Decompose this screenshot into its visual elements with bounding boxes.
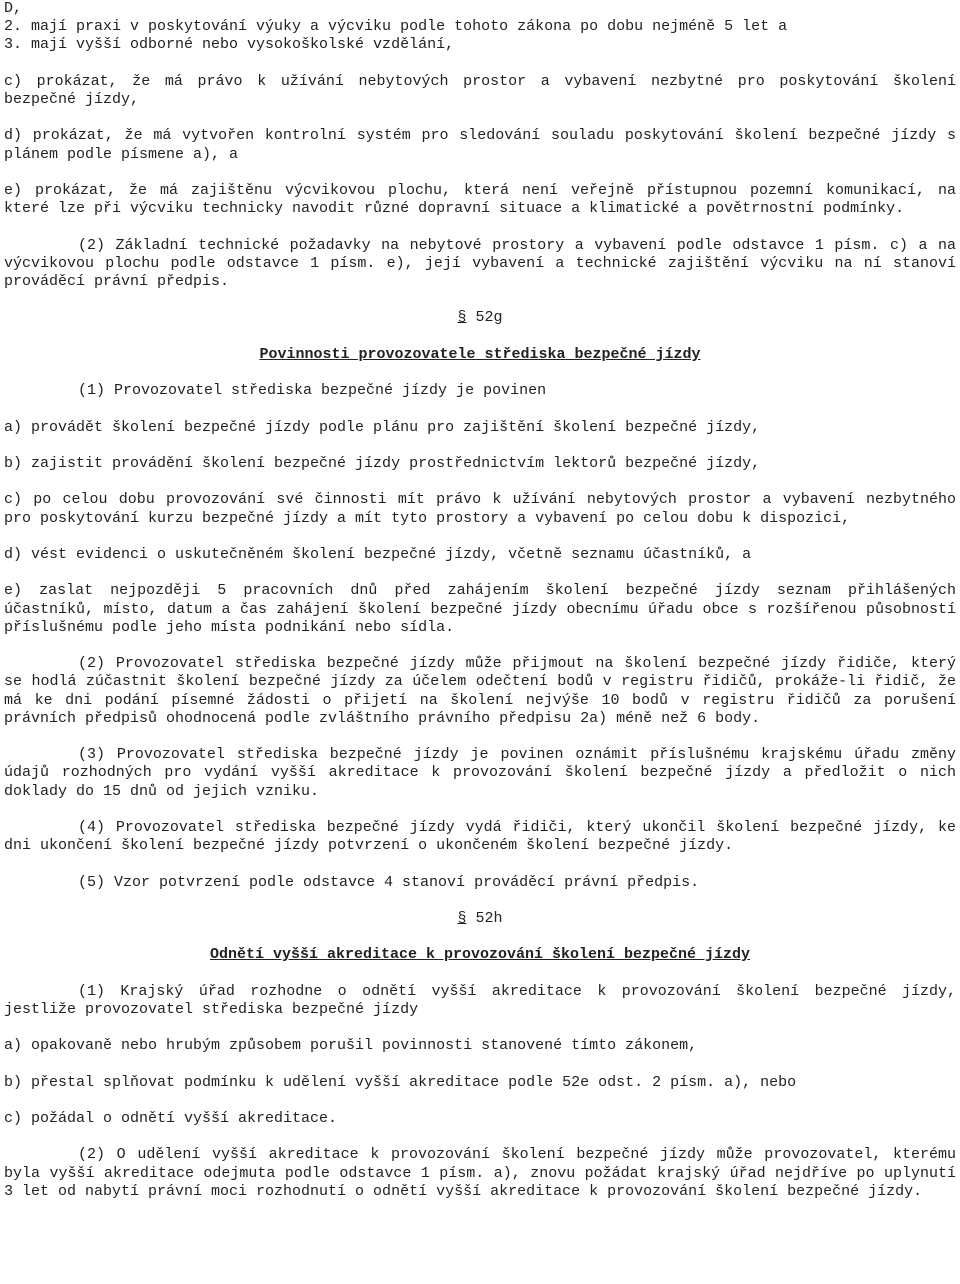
section-52h-intro: (1) Krajský úřad rozhodne o odnětí vyšší akreditace k provozování školení bezpečné jízdy, jestliže provozovatel střediska bezpečné jízdy <box>4 982 956 1018</box>
section-52g-paragraph-4: (4) Provozovatel střediska bezpečné jízdy vydá řidiči, který ukončil školení bezpečné jízdy, ke dni ukončení školení bezpečné jízdy potvrzení o ukončeném školení bezpečné jízdy. <box>4 818 956 855</box>
section-number-52h <box>4 910 956 928</box>
section-sign: § <box>457 909 467 927</box>
section-52g-intro: (1) Provozovatel střediska bezpečné jízdy je povinen <box>78 382 547 400</box>
section-title-52h: Odnětí vyšší akreditace k provozování školení bezpečné jízdy <box>209 946 751 964</box>
document-line: 3. mají vyšší odborné nebo vysokoškolské vzdělání, <box>4 36 455 54</box>
provision-item-c: c) prokázat, že má právo k užívání nebytových prostor a vybavení nezbytné pro poskytování školení bezpečné jízdy, <box>4 72 956 108</box>
section-52g-paragraph-2: (2) Provozovatel střediska bezpečné jízdy může přijmout na školení bezpečné jízdy řidiče, který se hodlá zúčastnit školení bezpečné jízdy za účelem odečtení bodů v registru řidičů, prokáže-li řidič, že má ke dni podání písemné žádosti o přijetí na školení nejvýše 10 bodů v registru řidičů za porušení právních předpisů ohodnocená podle zvláštního právního předpisu 2a) méně než 6 body. <box>4 655 956 727</box>
section-number-text: 52h <box>466 909 503 927</box>
document-line: D, <box>4 0 23 17</box>
provision-paragraph-2: (2) Základní technické požadavky na nebytové prostory a vybavení podle odstavce 1 písm. c) a na výcvikovou plochu podle odstavce 1 písm. e), její vybavení a technické zajištění výcviku na ní stanoví prováděcí právní předpis. <box>4 236 956 290</box>
section-number-text: 52g <box>466 309 503 327</box>
section-52g-paragraph-3: (3) Provozovatel střediska bezpečné jízdy je povinen oznámit příslušnému krajskému úřadu změny údajů rozhodných pro vydání vyšší akreditace k provozování školení bezpečné jízdy a předložit o nich doklady do 15 dnů od jejich vzniku. <box>4 746 956 800</box>
section-52g-paragraph-5: (5) Vzor potvrzení podle odstavce 4 stanoví prováděcí právní předpis. <box>78 873 700 891</box>
section-title-52g: Povinnosti provozovatele střediska bezpečné jízdy <box>259 345 701 363</box>
section-number-52g <box>4 309 956 327</box>
provision-item-d: d) prokázat, že má vytvořen kontrolní systém pro sledování souladu poskytování školení bezpečné jízdy s plánem podle písmene a), a <box>4 127 956 163</box>
provision-item-e: e) prokázat, že má zajištěnu výcvikovou plochu, která není veřejně přístupnou pozemní komunikací, na které lze při výcviku technicky navodit různé dopravní situace a klimatické a povětrnostní podmínky. <box>4 181 956 218</box>
document-line: 2. mají praxi v poskytování výuky a výcviku podle tohoto zákona po dobu nejméně 5 let a <box>4 18 788 36</box>
section-sign: § <box>457 309 467 327</box>
section-52g-item-c: c) po celou dobu provozování své činnosti mít právo k užívání nebytových prostor a vybavení nezbytného pro poskytování kurzu bezpečné jízdy a mít tyto prostory a vybavení po celou dobu k dispozici, <box>4 491 956 527</box>
section-52g-item-b: b) zajistit provádění školení bezpečné jízdy prostřednictvím lektorů bezpečné jízdy, <box>4 454 761 472</box>
section-52g-item-d: d) vést evidenci o uskutečněném školení bezpečné jízdy, včetně seznamu účastníků, a <box>4 545 752 563</box>
section-52g-item-e: e) zaslat nejpozději 5 pracovních dnů před zahájením školení bezpečné jízdy seznam přihlášených účastníků, místo, datum a čas zahájení školení bezpečné jízdy obecnímu úřadu obce s rozšířenou působností příslušnému podle jeho místa podnikání nebo sídla. <box>4 582 956 636</box>
section-52g-item-a: a) provádět školení bezpečné jízdy podle plánu pro zajištění školení bezpečné jízdy, <box>4 418 761 436</box>
section-52h-item-a: a) opakovaně nebo hrubým způsobem porušil povinnosti stanovené tímto zákonem, <box>4 1037 698 1055</box>
section-52h-item-c: c) požádal o odnětí vyšší akreditace. <box>4 1110 338 1128</box>
section-52h-item-b: b) přestal splňovat podmínku k udělení vyšší akreditace podle 52e odst. 2 písm. a), nebo <box>4 1073 797 1091</box>
top-lines-block <box>4 0 956 55</box>
legal-document <box>4 0 956 1219</box>
section-52h-paragraph-2: (2) O udělení vyšší akreditace k provozování školení bezpečné jízdy může provozovatel, kterému byla vyšší akreditace odejmuta podle odstavce 1 písm. a), znovu požádat krajský úřad nejdříve po uplynutí 3 let od nabytí právní moci rozhodnutí o odnětí vyšší akreditace k provozování školení bezpečné jízdy. <box>4 1146 956 1200</box>
